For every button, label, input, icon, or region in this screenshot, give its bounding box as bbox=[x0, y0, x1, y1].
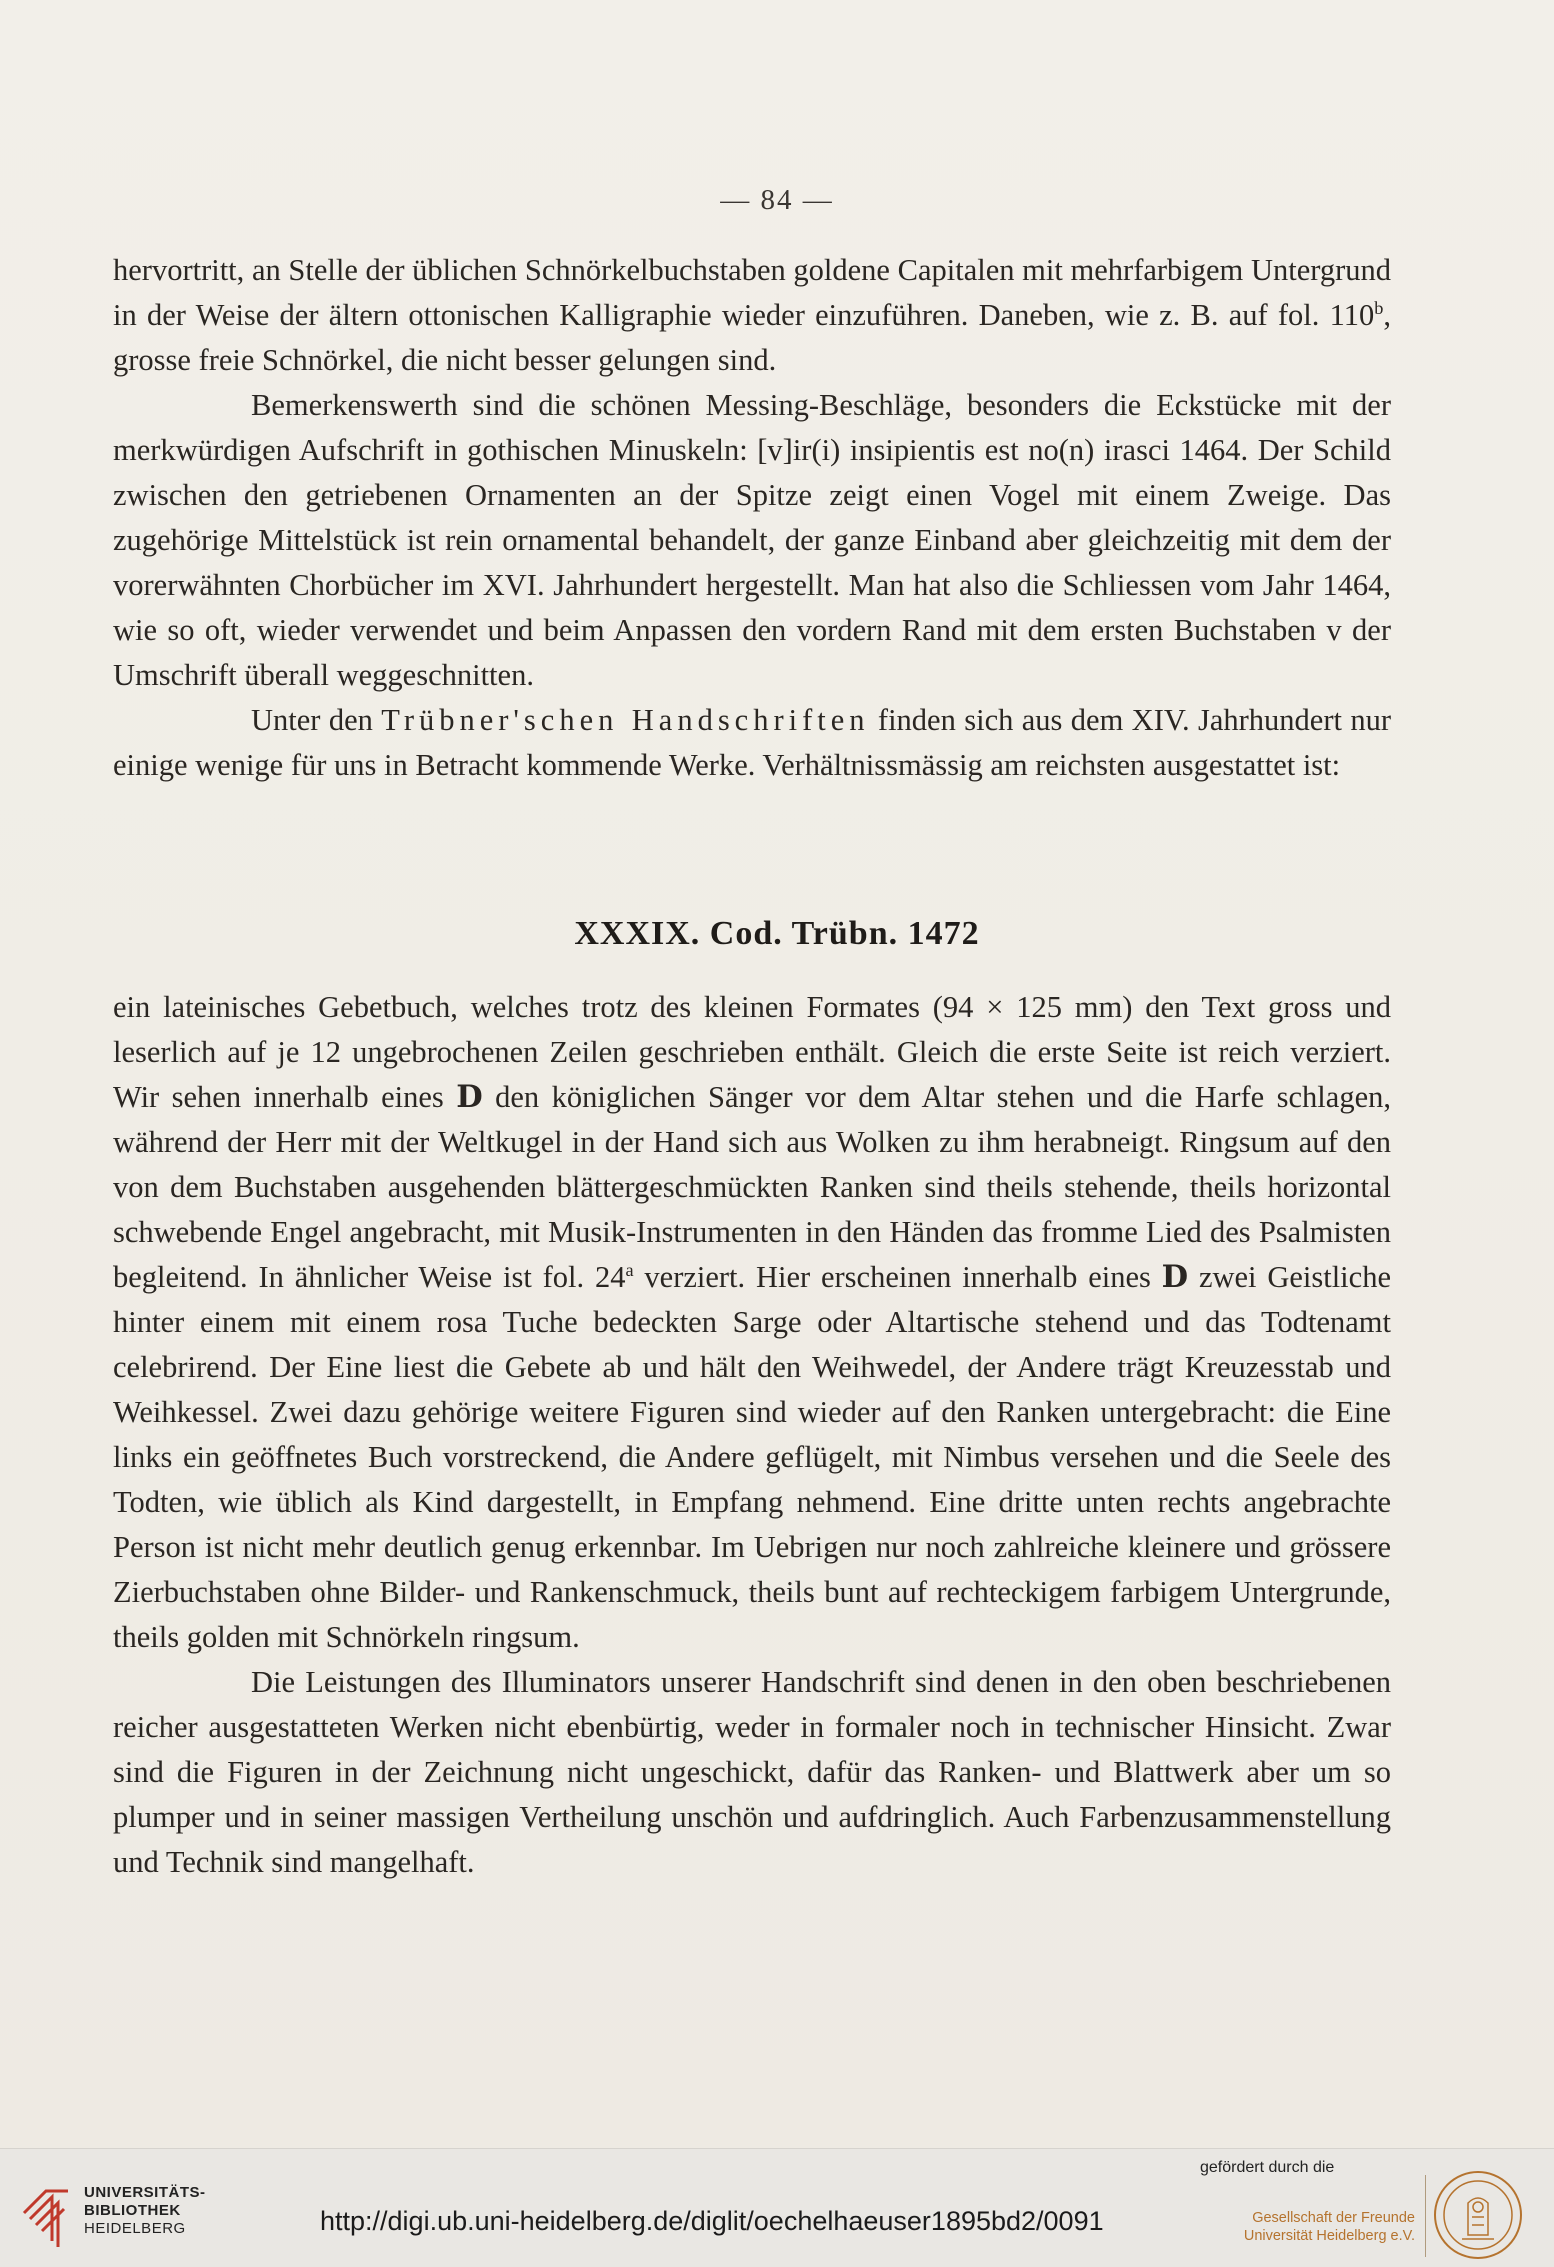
paragraph-4-b: den königlichen Sänger vor dem Altar stehen und die Harfe schlagen, während der Herr mit der Weltkugel in der Hand sich aus Wolken zu ihm herabneigt. Ringsum auf den von dem Buchstaben ausgehenden blättergeschmückten Ranken sind theils stehende, theils horizontal schwebende Engel angebracht, mit Musik-Instrumenten in den Händen das fromme Lied des Psalmisten begleitend. In ähnlicher Weise ist fol. 24 bbox=[113, 1080, 1391, 1294]
paragraph-4-d: zwei Geistliche hinter einem mit einem rosa Tuche bedeckten Sarge oder Altartische stehend und das Todtenamt celebrirend. Der Eine liest die Gebete ab und hält den Weihwedel, der Andere trägt Kreuzesstab und Weihkessel. Zwei dazu gehörige weitere Figuren sind wieder auf den Ranken untergebracht: die Eine links ein geöffnetes Buch vorstreckend, die Andere geflügelt, mit Nimbus versehen und die Seele des Todten, wie üblich als Kind dargestellt, in Empfang nehmend. Eine dritte unten rechts angebrachte Person ist nicht mehr deutlich genug erkennbar. Im Uebrigen nur noch zahlreiche kleinere und grössere Zierbuchstaben ohne Bilder- und Rankenschmuck, theils bunt auf rechteckigem farbigem Untergrunde, theils golden mit Schnörkeln ringsum. bbox=[113, 1260, 1391, 1654]
library-name bbox=[84, 2184, 206, 2238]
paragraph-2: Bemerkenswerth sind die schönen Messing-Beschläge, besonders die Eckstücke mit der merkwürdigen Aufschrift in gothischen Minuskeln: [v]ir(i) insipientis est no(n) irasci 1464. Der Schild zwischen den getriebenen Ornamenten an der Spitze zeigt einen Vogel mit einem Zweige. Das zugehörige Mittelstück ist rein ornamental behandelt, der ganze Einband aber gleichzeitig mit dem der vorerwähnten Chorbücher im XVI. Jahrhundert hergestellt. Man hat also die Schliessen vom Jahr 1464, wie so oft, wieder verwendet und beim Anpassen den vordern Rand mit dem ersten Buchstaben v der Umschrift überall weggeschnitten. bbox=[113, 388, 1391, 692]
paragraph-3-end: finden sich aus dem XIV. Jahrhundert nur einige wenige für uns in Betracht kommende Werke. Verhältnissmässig am reichsten ausgestattet ist: bbox=[113, 703, 1392, 782]
paragraph-3-start: Unter den bbox=[251, 703, 382, 737]
sponsor-label: gefördert durch die bbox=[1200, 2159, 1335, 2176]
paragraph-3-spaced: Trübner'schen Handschriften bbox=[381, 703, 870, 737]
footer-bar bbox=[0, 2148, 1554, 2267]
paragraph-1-text: hervortritt, an Stelle der üblichen Schnörkelbuchstaben goldene Capitalen mit mehrfarbigem Untergrund in der Weise der ältern ottonischen Kalligraphie wieder einzuführen. Daneben, wie z. B. auf fol. 110 bbox=[113, 253, 1391, 332]
initial-d: D bbox=[456, 1079, 483, 1115]
initial-d-2: D bbox=[1161, 1259, 1189, 1295]
sponsor-name-line1: Gesellschaft der Freunde bbox=[1252, 2210, 1415, 2226]
paragraph-3 bbox=[113, 698, 1391, 788]
paragraph-4-c: verziert. Hier erscheinen innerhalb eines bbox=[633, 1260, 1162, 1294]
sponsor-divider bbox=[1425, 2175, 1426, 2257]
folio-superscript: b bbox=[1374, 297, 1384, 318]
paragraph-1-tail: , grosse freie Schnörkel, die nicht besser gelungen sind. bbox=[113, 298, 1391, 377]
sponsor-name bbox=[1195, 2209, 1415, 2245]
paragraph-5: Die Leistungen des Illuminators unserer Handschrift sind denen in den oben beschriebenen reicher ausgestatteten Werken nicht ebenbürtig, weder in formaler noch in technischer Hinsicht. Zwar sind die Figuren in der Zeichnung nicht ungeschickt, dafür das Ranken- und Blattwerk aber um so plumper und in seiner massigen Vertheilung unschön und aufdringlich. Auch Farbenzusammenstellung und Technik sind mangelhaft. bbox=[113, 1665, 1391, 1879]
library-name-line2: BIBLIOTHEK bbox=[84, 2202, 181, 2219]
paragraph-1 bbox=[113, 248, 1391, 383]
library-name-line3: HEIDELBERG bbox=[84, 2220, 186, 2237]
page-number: — 84 — bbox=[720, 184, 834, 216]
permalink-url[interactable]: http://digi.ub.uni-heidelberg.de/diglit/oechelhaeuser1895bd2/0091 bbox=[320, 2206, 1104, 2236]
university-seal-icon bbox=[1432, 2169, 1524, 2261]
library-name-line1: UNIVERSITÄTS- bbox=[84, 2184, 206, 2201]
paragraph-4 bbox=[113, 985, 1391, 1660]
text-block-bottom bbox=[113, 985, 1391, 1885]
sponsor-name-line2: Universität Heidelberg e.V. bbox=[1243, 2228, 1415, 2244]
folio-superscript-2: a bbox=[625, 1259, 634, 1280]
text-block-top bbox=[113, 248, 1391, 788]
section-heading: XXXIX. Cod. Trübn. 1472 bbox=[574, 915, 980, 952]
paragraph-4-a: ein lateinisches Gebetbuch, welches trotz des kleinen Formates (94 × 125 mm) den Text gross und leserlich auf je 12 ungebrochenen Zeilen geschrieben enthält. Gleich die erste Seite ist reich verziert. Wir sehen innerhalb eines bbox=[113, 990, 1391, 1114]
